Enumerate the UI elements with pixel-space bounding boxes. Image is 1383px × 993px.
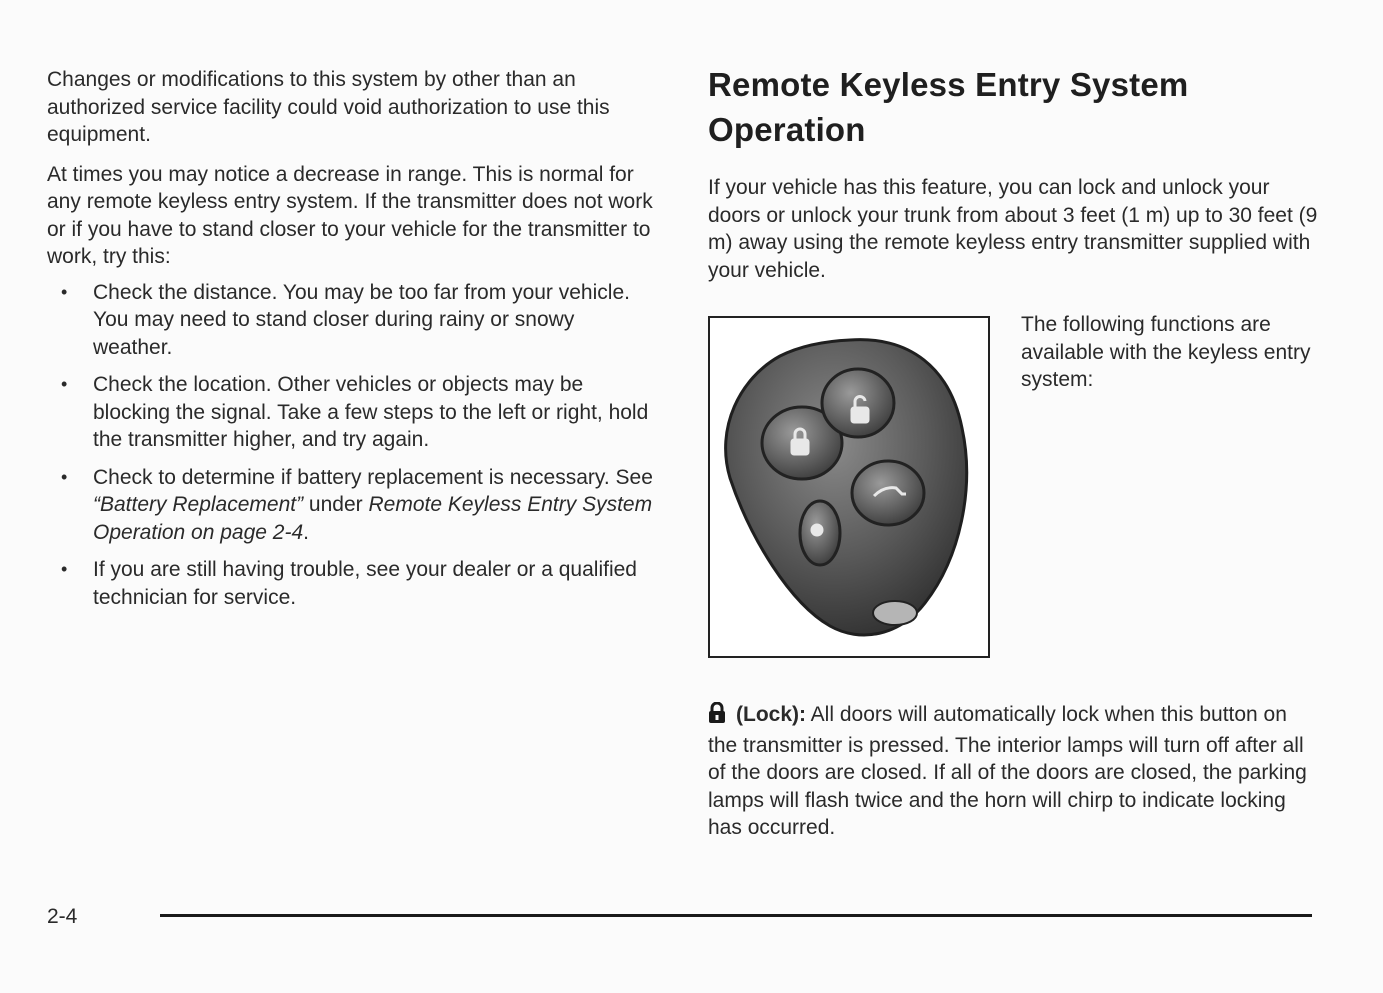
section-heading: Remote Keyless Entry System Operation [708,66,1189,148]
cross-reference-section[interactable]: Remote Keyless Entry System Operation on page 2-4 [93,493,653,544]
left-column [47,66,657,621]
bullet-text: Check to determine if battery replacement is necessary. See [93,465,653,489]
figure-row [708,313,1318,661]
bullet-text: under [303,493,369,516]
figure-caption: The following functions are available with the keyless entry system: [1021,313,1311,391]
key-fob-figure [708,316,990,658]
lock-text: All doors will automatically lock when this button on the transmitter is pressed. The interior lamps will turn off after all of the doors are closed. If all of the doors are closed, the parking lamps will flash twice and the horn will chirp to indicate locking has occurred. [708,703,1307,839]
footer-rule [160,914,1312,917]
key-fob-transmitter-icon [710,318,988,656]
page-number: 2-4 [47,905,78,928]
list-item: • Check the location. Other vehicles or objects may be blocking the signal. Take a few steps to the left or right, hold the transmitter higher, and try again. [47,371,657,454]
list-item: • Check the distance. You may be too far from your vehicle. You may need to stand closer during rainy or snowy weather. [47,279,657,362]
cross-reference[interactable]: “Battery Replacement” [93,493,304,516]
lock-label: (Lock): [736,703,806,726]
list-item: • If you are still having trouble, see your dealer or a qualified technician for service. [47,556,657,611]
lock-description [708,701,1308,842]
lock-icon [708,702,726,732]
paragraph-intro: If your vehicle has this feature, you can lock and unlock your doors or unlock your trunk from about 3 feet (1 m) up to 30 feet (9 m) away using the remote keyless entry transmitter supplied with your vehicle. [708,176,1318,282]
troubleshooting-list [47,279,657,612]
right-column [708,62,1318,661]
list-item [47,464,657,547]
paragraph-range: At times you may notice a decrease in range. This is normal for any remote keyless entry system. If the transmitter does not work or if you have to stand closer to your vehicle for the transmitter to work, try this: [47,162,653,268]
paragraph-modifications: Changes or modifications to this system by other than an authorized service facility could void authorization to use this equipment. [47,68,610,146]
bullet-text: . [303,520,309,544]
